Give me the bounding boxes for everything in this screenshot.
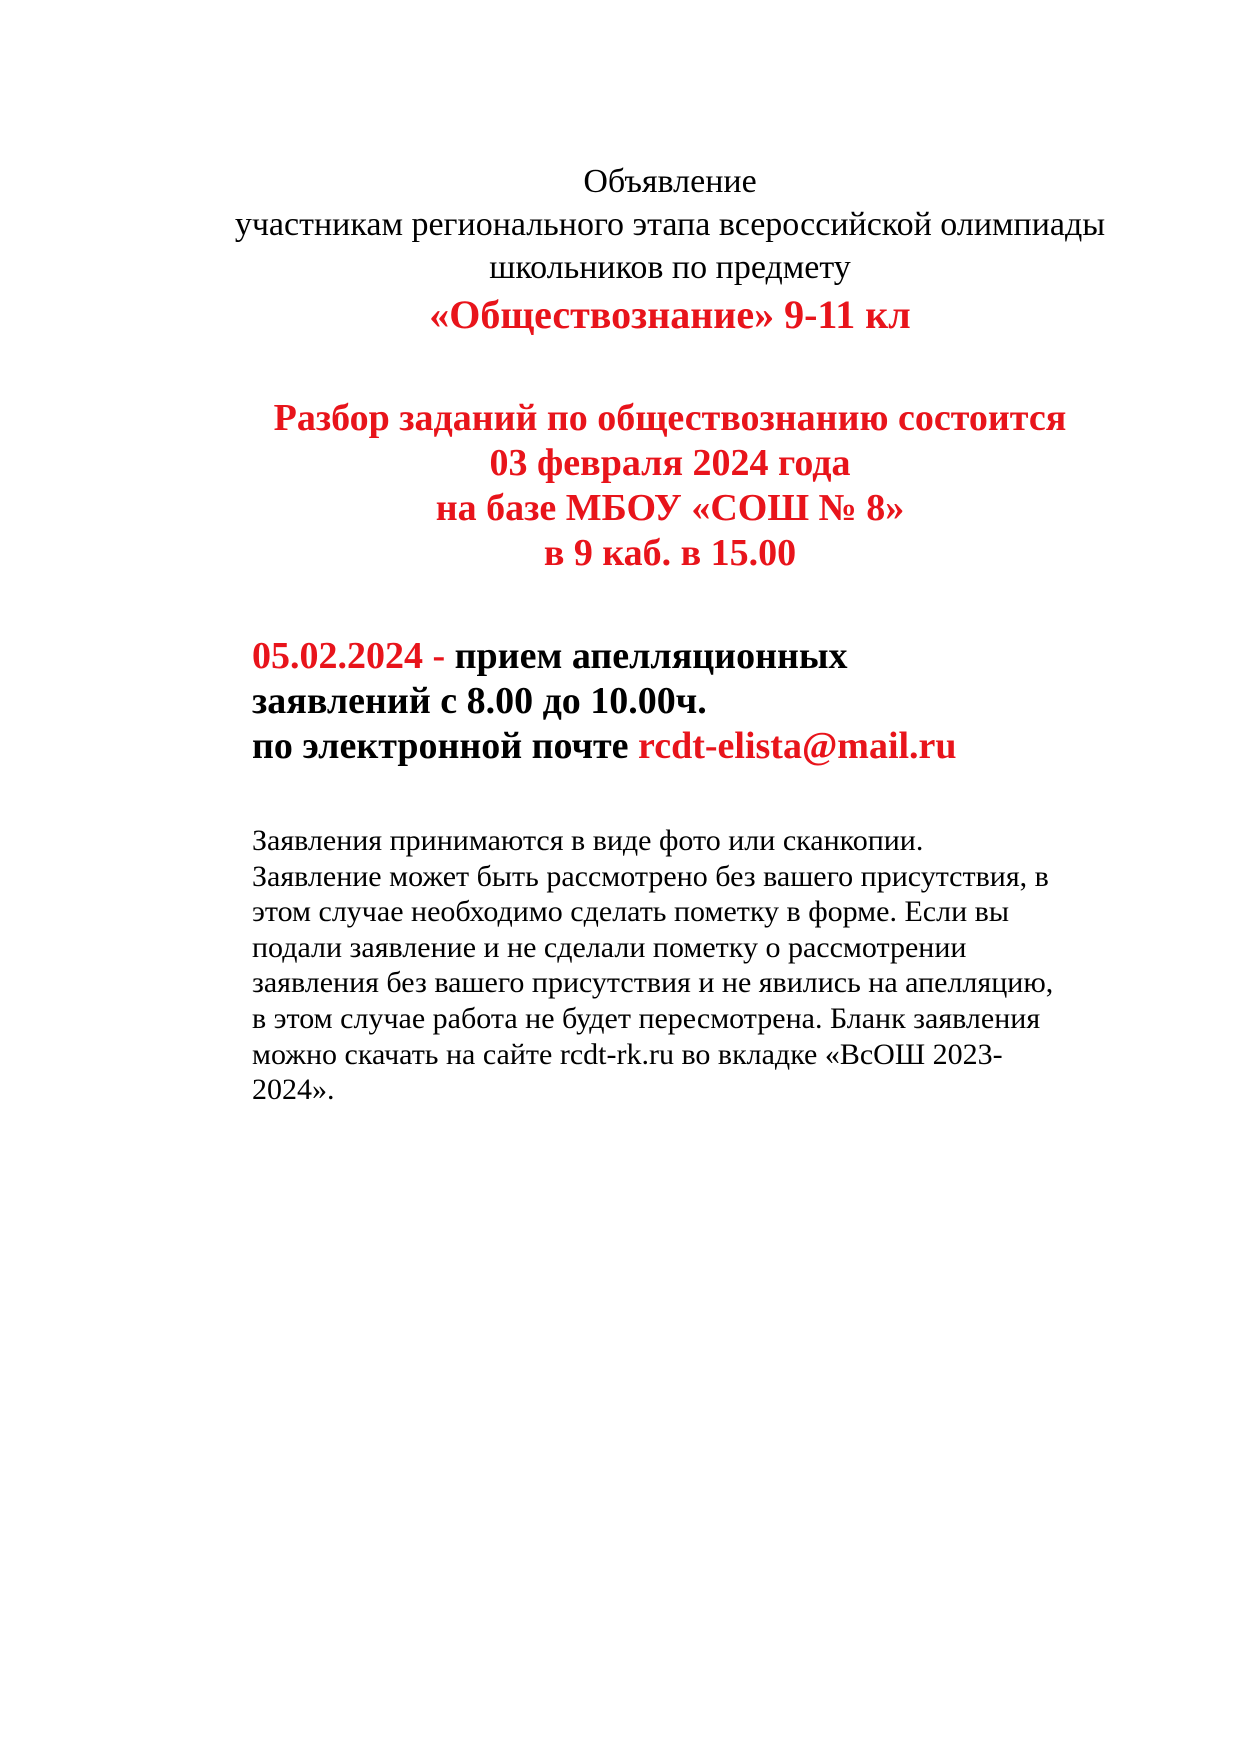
task-review-place: на базе МБОУ «СОШ № 8» bbox=[435, 487, 905, 529]
announcement-audience-line: участникам регионального этапа всероссийской олимпиады bbox=[234, 206, 1106, 243]
appeal-email-label: по электронной почте bbox=[252, 725, 639, 767]
paragraph-line: Заявление может быть рассмотрено без вашего присутствия, в bbox=[252, 859, 1049, 893]
task-review-date: 03 февраля 2024 года bbox=[489, 442, 851, 484]
appeal-block bbox=[252, 634, 957, 769]
appeal-hours: заявлений с 8.00 до 10.00ч. bbox=[252, 680, 707, 722]
paragraph-line: в этом случае работа не будет пересмотрена. Бланк заявления bbox=[252, 1001, 1041, 1035]
appeal-date: 05.02.2024 - bbox=[252, 635, 446, 677]
paragraph-line: этом случае необходимо сделать пометку в форме. Если вы bbox=[252, 895, 1009, 929]
paragraph-line: подали заявление и не сделали пометку о рассмотрении bbox=[252, 930, 967, 964]
paragraph-line: можно скачать на сайте rcdt-rk.ru во вкладке «ВсОШ 2023- bbox=[252, 1037, 1003, 1071]
paragraph-line: заявления без вашего присутствия и не явились на апелляцию, bbox=[252, 966, 1054, 1000]
paragraph-line: Заявления принимаются в виде фото или сканкопии. bbox=[252, 824, 924, 857]
announcement-header bbox=[160, 160, 1180, 340]
subject-title: «Обществознание» 9-11 кл bbox=[429, 292, 911, 337]
instructions-paragraph bbox=[252, 823, 1172, 1108]
task-review-line: Разбор заданий по обществознанию состоится bbox=[273, 397, 1067, 439]
announcement-audience-line: школьников по предмету bbox=[489, 249, 851, 286]
announcement-title: Объявление bbox=[583, 163, 757, 200]
appeal-email-link[interactable]: rcdt-elista@mail.ru bbox=[638, 725, 957, 767]
appeal-line bbox=[252, 634, 957, 679]
task-review-block bbox=[160, 396, 1180, 576]
appeal-text: прием апелляционных bbox=[445, 635, 848, 677]
appeal-email-line bbox=[252, 724, 957, 769]
task-review-time: в 9 каб. в 15.00 bbox=[543, 532, 797, 574]
paragraph-line: 2024». bbox=[252, 1073, 335, 1107]
